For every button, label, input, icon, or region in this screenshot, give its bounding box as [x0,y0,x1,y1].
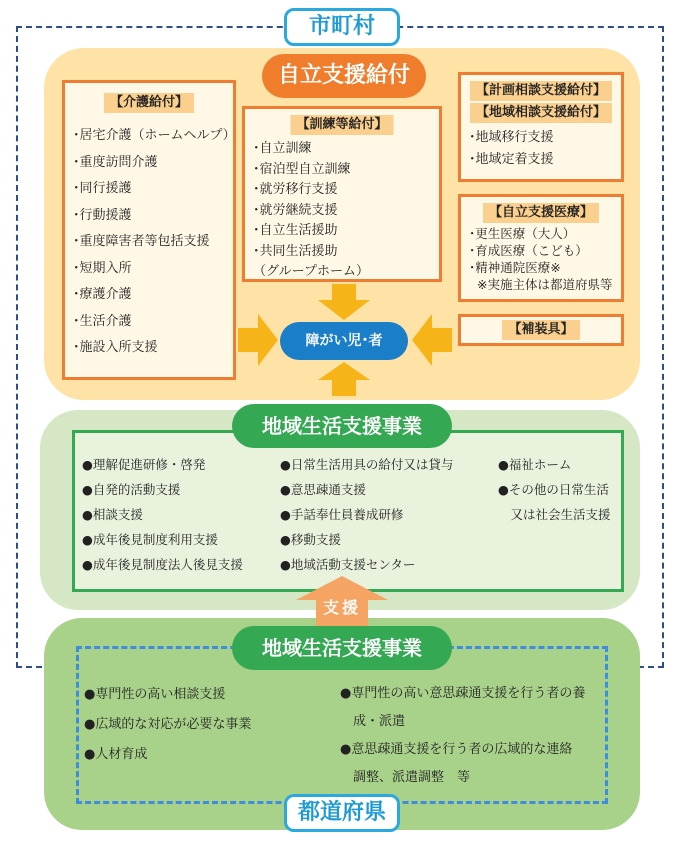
list-item: （グループホーム） [253,264,369,279]
municipality-label: 市町村 [284,8,400,46]
list-item: ･自立訓練 [253,141,312,156]
kaigo-header: 【介護給付】 [104,93,194,113]
list-item: ･育成医療（こども） [469,243,588,258]
list-item: 成・派遣 [340,714,406,729]
list-item: ●移動支援 [280,532,341,547]
arrow-left-icon [412,314,452,366]
list-item: 又は社会生活支援 [498,507,611,522]
list-item: ●成年後見制度法人後見支援 [82,557,243,572]
list-item: ●地域活動支援センター [280,557,416,572]
kaigo-box [62,80,236,380]
list-item: ●日常生活用具の給付又は貸与 [280,457,454,472]
list-item: ･居宅介護（ホームヘルプ） [73,128,236,143]
list-item: 調整、派遣調整 等 [340,770,471,785]
arrow-right-icon [238,314,278,366]
chiiki-pref-title: 地域生活支援事業 [232,626,452,670]
chiiki-muni-col1 [82,452,243,577]
list-item: ●福祉ホーム [498,457,572,472]
keikaku-header: 【計画相談支援給付】 [470,81,612,101]
list-item: ･療護介護 [73,287,132,302]
chiiki-muni-title: 地域生活支援事業 [232,404,452,448]
chiiki-pref-col1 [84,680,251,770]
list-item: ･重度訪問介護 [73,154,158,170]
iryo-header: 【自立支援医療】 [483,203,599,223]
iryo-box [458,194,624,302]
chiiki-muni-col3 [498,452,611,527]
list-item: ･更生医療（大人） [469,226,576,241]
kunren-list [253,139,369,283]
list-item: ●自発的活動支援 [82,482,181,497]
chiiki-soudan-header: 【地域相談支援給付】 [470,103,612,123]
chiiki-muni-col2 [280,452,453,577]
list-item: ●成年後見制度利用支援 [82,532,218,547]
list-item: ●専門性の高い意思疎通支援を行う者の養 [340,686,586,701]
list-item: ●手話奉仕員養成研修 [280,507,404,522]
support-arrow-label: 支援 [322,598,361,617]
kunren-header: 【訓練等給付】 [290,115,393,135]
kunren-box [242,106,442,282]
list-item: ･就労移行支援 [253,182,338,197]
jiritsu-title: 自立支援給付 [262,54,426,98]
list-item: ･自立生活援助 [253,223,338,238]
iryo-list [469,225,612,293]
list-item: ･精神通院医療※ [469,260,561,275]
list-item: ●その他の日常生活 [498,482,609,497]
list-item: ●意思疎通支援を行う者の広域的な連絡 [340,742,573,757]
center-target-pill: 障がい児･者 [280,322,408,360]
list-item: ･地域定着支援 [469,152,554,167]
list-item: ●理解促進研修・啓発 [82,457,206,472]
list-item: ･生活介護 [73,313,132,329]
list-item: ･行動援護 [73,207,132,223]
list-item: ●意思疎通支援 [280,482,366,497]
list-item: ･地域移行支援 [469,130,554,145]
list-item: ●専門性の高い相談支援 [84,687,226,702]
list-item: ･共同生活援助 [253,243,338,259]
list-item: ･同行援護 [73,181,132,196]
list-item: ･就労継続支援 [253,202,338,218]
list-item: ･施設入所支援 [73,340,158,355]
kaigo-list [73,123,236,362]
keikaku-box [458,72,624,182]
list-item: ･短期入所 [73,260,132,276]
list-item: ･重度障害者等包括支援 [73,234,210,249]
arrow-up-icon [318,362,370,396]
arrow-down-icon [318,284,370,320]
list-item: ●広域的な対応が必要な事業 [84,717,252,732]
list-item: ･宿泊型自立訓練 [253,161,351,177]
list-item: ●人材育成 [84,747,148,762]
prefecture-label: 都道府県 [284,794,400,832]
hosogu-box [458,314,624,346]
hosogu-header: 【補装具】 [502,320,579,340]
chiiki-pref-col2 [340,680,585,792]
list-item: ※実施主体は都道府県等 [477,277,613,292]
keikaku-list [469,127,554,171]
list-item: ●相談支援 [82,507,143,522]
